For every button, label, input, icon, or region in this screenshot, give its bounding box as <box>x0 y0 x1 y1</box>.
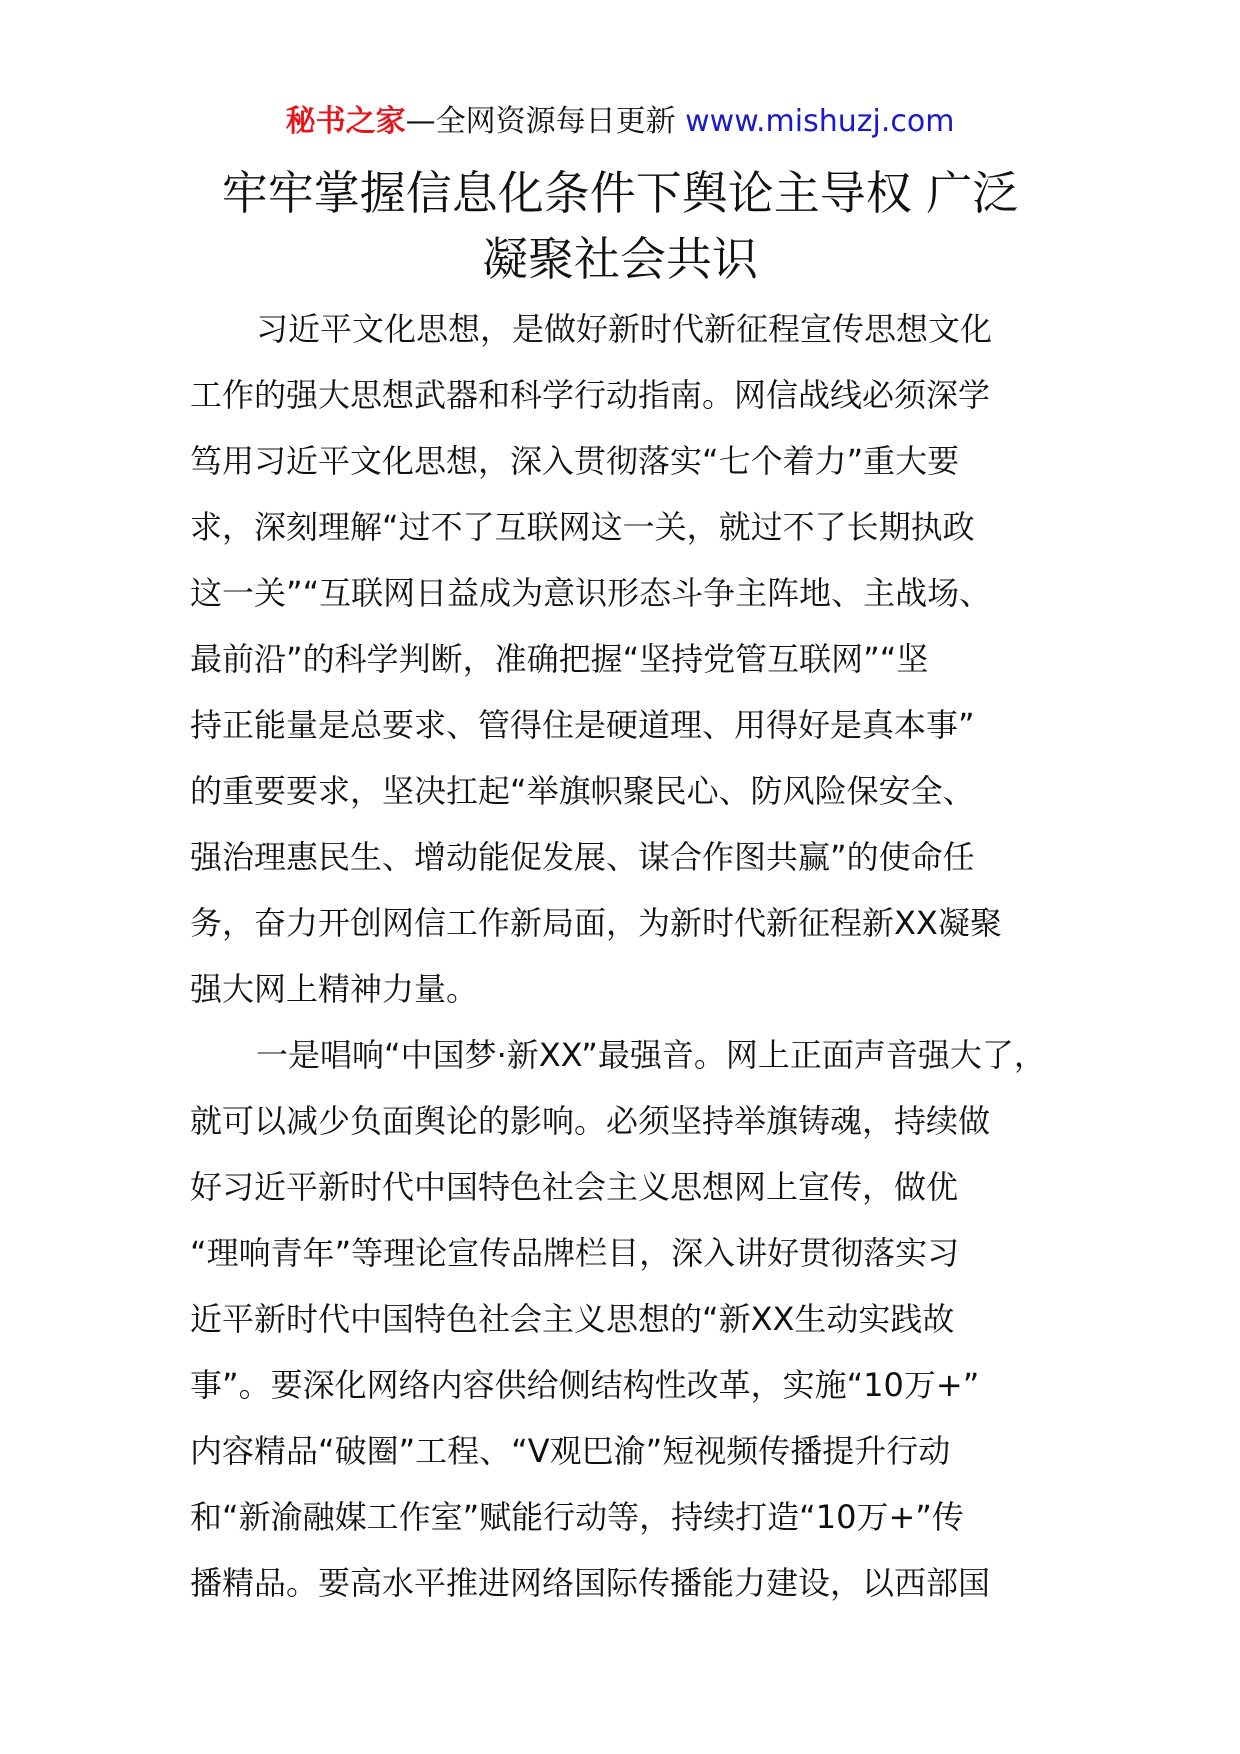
text-line: 最前沿”的科学判断，准确把握“坚持党管互联网”“坚 <box>190 640 929 678</box>
text-line: “理响青年”等理论宣传品牌栏目，深入讲好贯彻落实习 <box>190 1234 960 1272</box>
text-line: 和“新渝融媒工作室”赋能行动等，持续打造“10万+”传 <box>190 1498 964 1536</box>
text-line: 持正能量是总要求、管得住是硬道理、用得好是真本事” <box>190 706 975 744</box>
text-line: 习近平文化思想，是做好新时代新征程宣传思想文化 <box>256 310 993 348</box>
text-line: 就可以减少负面舆论的影响。必须坚持举旗铸魂，持续做 <box>190 1102 991 1140</box>
text-line: 的重要要求，坚决扛起“举旗帜聚民心、防风险保安全、 <box>190 772 975 810</box>
paragraph-1 <box>190 296 1070 1022</box>
text-line: 笃用习近平文化思想，深入贯彻落实“七个着力”重大要 <box>190 442 960 480</box>
text-line: 内容精品“破圈”工程、“V观巴渝”短视频传播提升行动 <box>190 1432 951 1470</box>
text-line: 强大网上精神力量。 <box>190 970 479 1008</box>
document-title <box>0 160 1240 292</box>
text-line: 求，深刻理解“过不了互联网这一关，就过不了长期执政 <box>190 508 975 546</box>
text-line: 近平新时代中国特色社会主义思想的“新XX生动实践故 <box>190 1300 955 1338</box>
brand-name: 秘书之家 <box>285 104 406 139</box>
text-line: 这一关”“互联网日益成为意识形态斗争主阵地、主战场、 <box>190 574 992 612</box>
title-line-2: 凝聚社会共识 <box>482 232 758 286</box>
text-line: 好习近平新时代中国特色社会主义思想网上宣传，做优 <box>190 1168 959 1206</box>
site-tagline: —全网资源每日更新 <box>405 104 676 139</box>
text-line: 一是唱响“中国梦·新XX”最强音。网上正面声音强大了， <box>256 1036 1046 1074</box>
paragraph-2 <box>190 1022 1070 1616</box>
site-header <box>0 100 1240 144</box>
document-body <box>190 296 1070 1616</box>
text-line: 务，奋力开创网信工作新局面，为新时代新征程新XX凝聚 <box>190 904 1002 942</box>
text-line: 强治理惠民生、增动能促发展、谋合作图共赢”的使命任 <box>190 838 975 876</box>
site-url[interactable]: www.mishuzj.com <box>685 104 955 139</box>
text-line: 工作的强大思想武器和科学行动指南。网信战线必须深学 <box>190 376 991 414</box>
text-line: 事”。要深化网络内容供给侧结构性改革，实施“10万+” <box>190 1366 980 1404</box>
title-line-1: 牢牢掌握信息化条件下舆论主导权 广泛 <box>221 166 1019 220</box>
text-line: 播精品。要高水平推进网络国际传播能力建设，以西部国 <box>190 1564 991 1602</box>
